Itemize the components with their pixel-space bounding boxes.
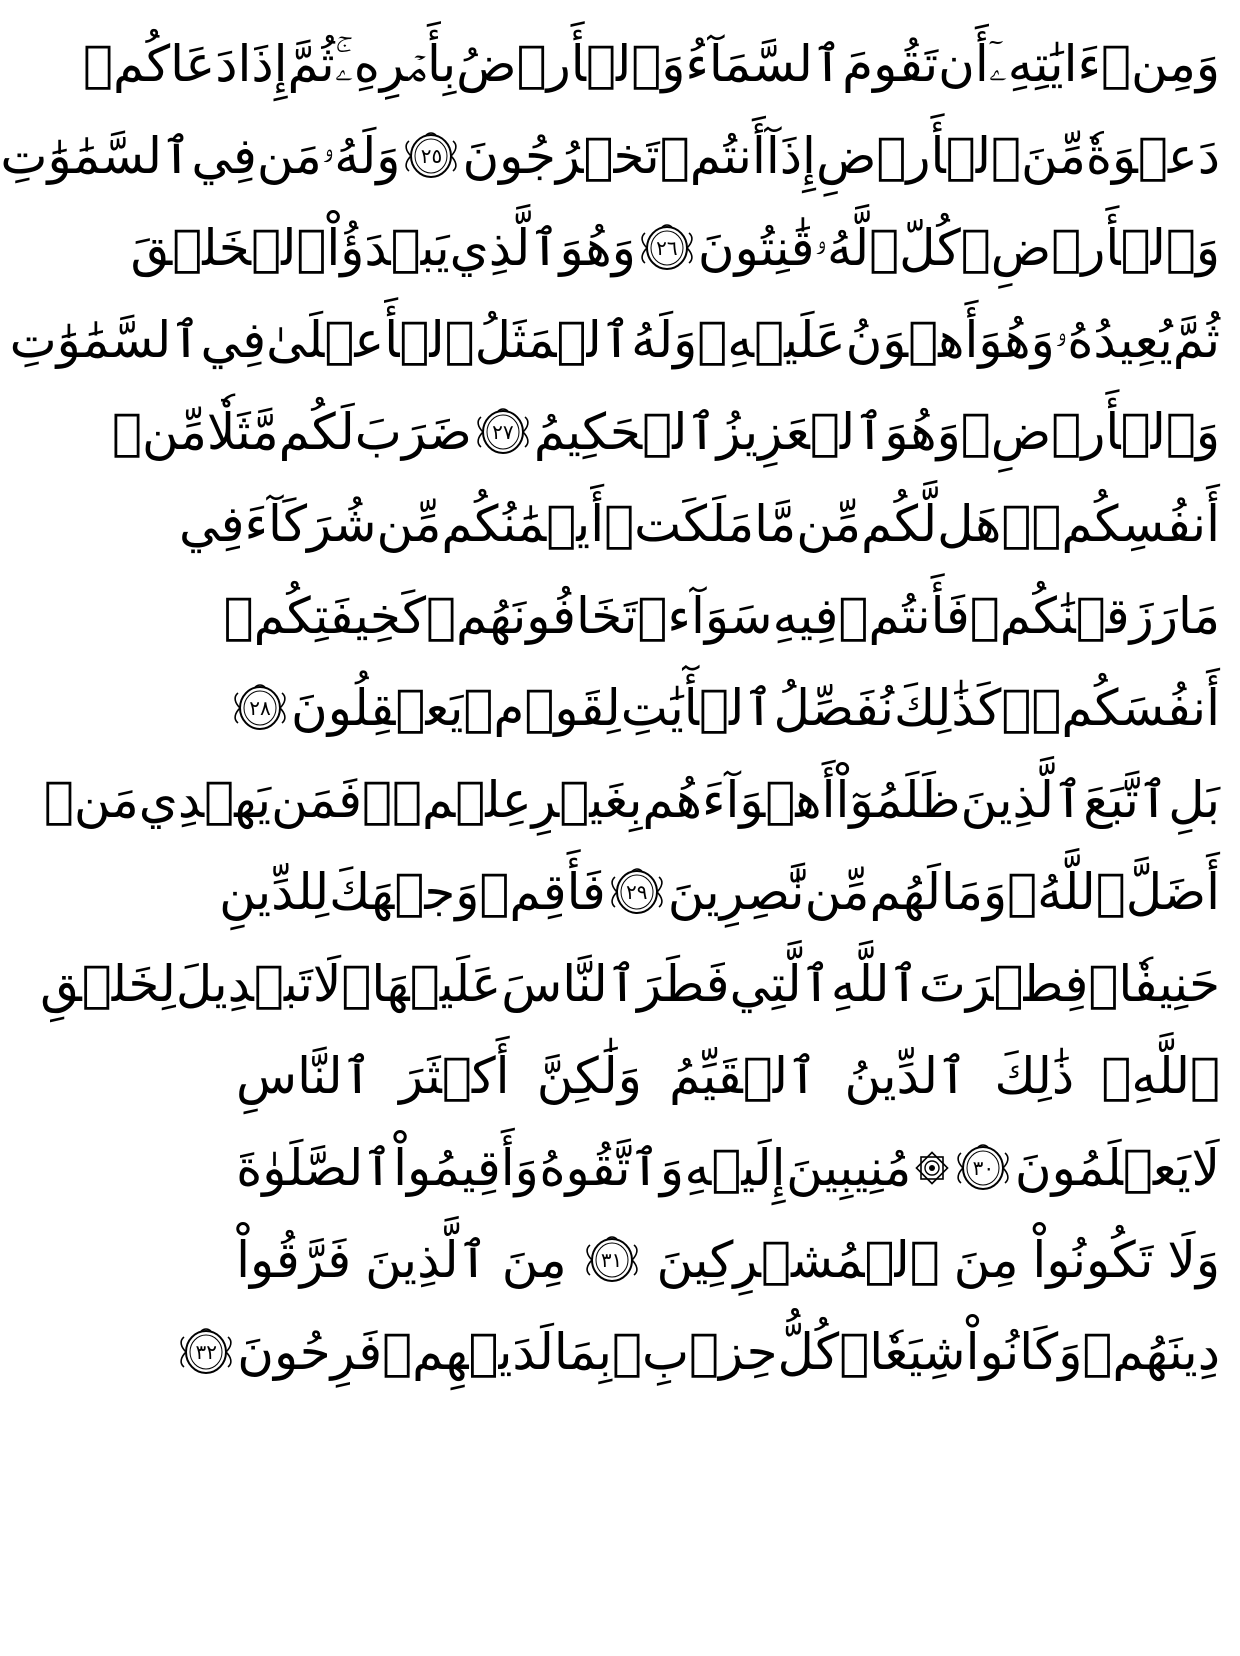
verse-word: لَكُم xyxy=(278,403,355,461)
verse-word: تَخۡرُجُونَ xyxy=(462,127,660,185)
verse-word: فِي xyxy=(200,311,267,369)
verse-line xyxy=(195,1306,1220,1398)
verse-word: فَأَقِمۡ xyxy=(479,863,606,921)
verse-word: تَقُومَ xyxy=(842,35,939,93)
verse-word: ٱلۡحَكِيمُ xyxy=(533,403,717,461)
verse-word: ٱللَّهُۖ xyxy=(1007,863,1126,921)
verse-word: عَلَيۡهَاۚ xyxy=(341,955,502,1013)
ayah-end-marker-icon xyxy=(581,1235,643,1285)
verse-word: كُلُّ xyxy=(777,1323,840,1381)
verse-word: ٱلسَّمَآءُ xyxy=(685,35,843,93)
verse-word: ٱلنَّاسِ xyxy=(236,1047,372,1105)
verse-word: وَهُوَ xyxy=(559,219,636,277)
verse-word: يَعۡقِلُونَ xyxy=(290,679,464,737)
ayah-end-marker-icon xyxy=(636,223,698,273)
verse-line xyxy=(40,938,1220,1030)
verse-word: بَلِ xyxy=(1168,771,1220,829)
verse-line xyxy=(83,18,1220,110)
verse-word: شُرَكَآءَ xyxy=(244,495,377,553)
verse-word: فَرَّقُواْ xyxy=(236,1231,352,1289)
verse-word: شِيَعٗاۖ xyxy=(839,1323,966,1381)
verse-word: لَا xyxy=(312,955,342,1013)
verse-word: كُلّٞ xyxy=(869,219,961,277)
verse-word: مَّثَلٗا xyxy=(206,403,279,461)
verse-line xyxy=(43,754,1220,846)
verse-word: لِخَلۡقِ xyxy=(40,955,176,1013)
verse-word: وَجۡهَكَ xyxy=(329,863,480,921)
verse-word: ثُمَّ xyxy=(1172,311,1220,369)
verse-word: وَهُوَ xyxy=(978,311,1055,369)
verse-word: لِلدِّينِ xyxy=(219,863,330,921)
verse-word: أَهۡوَنُ xyxy=(845,311,979,369)
verse-word: أَنفُسَكُمۡۚ xyxy=(1001,679,1220,737)
verse-word: دِينَهُمۡ xyxy=(1082,1323,1220,1381)
verse-line xyxy=(223,570,1220,662)
verse-word: مِّن xyxy=(804,863,870,921)
verse-word: لَّهُۥ xyxy=(814,219,870,277)
verse-word: ٱلَّذِينَ xyxy=(960,771,1084,829)
verse-word: ٱلۡأَعۡلَىٰ xyxy=(266,311,475,369)
verse-word: وَٱلۡأَرۡضِۖ xyxy=(960,219,1220,277)
verse-word: هَل xyxy=(937,495,1002,553)
verse-word: وَمَا xyxy=(941,863,1008,921)
ayah-number: ٢٩ xyxy=(626,880,648,904)
verse-word: فَمَن xyxy=(271,771,362,829)
verse-word: مِّنۡ xyxy=(112,403,207,461)
verse-word: مِنَ xyxy=(501,1231,567,1289)
verse-word: ٱلسَّمَٰوَٰتِ xyxy=(0,127,192,185)
verse-word: ٱلۡأٓيَٰتِ xyxy=(620,679,774,737)
verse-word: أَن xyxy=(938,35,989,93)
verse-word: أَكۡثَرَ xyxy=(399,1047,510,1105)
verse-word: لِقَوۡمٖ xyxy=(463,679,621,737)
verse-word: وَلَهُۥ xyxy=(321,127,401,185)
verse-word: نَّٰصِرِينَ xyxy=(667,863,805,921)
verse-word: فَأَنتُمۡ xyxy=(838,587,970,645)
verse-word: مَا xyxy=(1177,587,1220,645)
verse-word: ٱلَّذِينَ xyxy=(365,1231,488,1289)
verse-word: إِذَا xyxy=(237,35,288,93)
verse-word: لَدَيۡهِمۡ xyxy=(382,1323,554,1381)
verse-word: تَكُونُواْ xyxy=(1032,1231,1154,1289)
verse-word: ءَايَٰتِهِۦٓ xyxy=(988,35,1101,93)
verse-word: فِيهِ xyxy=(772,587,839,645)
ayah-number: ٣٠ xyxy=(972,1156,995,1180)
ayah-number: ٣٢ xyxy=(195,1340,217,1364)
verse-line xyxy=(178,478,1220,570)
verse-word: ٱلۡقَيِّمُ xyxy=(669,1047,818,1105)
verse-word: وَٱتَّقُوهُ xyxy=(539,1139,684,1197)
verse-line xyxy=(236,1030,1220,1122)
verse-line xyxy=(236,662,1220,754)
verse-word: ٱللَّهِۚ xyxy=(1101,1047,1220,1105)
verse-word: أَنفُسِكُمۡۖ xyxy=(1001,495,1220,553)
verse-word: وَلَا xyxy=(1167,1231,1220,1289)
verse-word: وَٱلۡأَرۡضُ xyxy=(456,35,686,93)
verse-word: يَبۡدَؤُاْ xyxy=(326,219,450,277)
verse-word: لَا xyxy=(1191,1139,1220,1197)
ayah-end-marker-icon xyxy=(229,683,291,733)
verse-word: تَخَافُونَهُمۡ xyxy=(426,587,638,645)
ayah-number: ٢٧ xyxy=(492,420,514,444)
verse-word: يَهۡدِي xyxy=(138,771,272,829)
verse-line xyxy=(9,294,1220,386)
verse-word: فِي xyxy=(191,127,257,185)
verse-word: حِزۡبِۭ xyxy=(611,1323,778,1381)
verse-word: نُفَصِّلُ xyxy=(773,679,894,737)
verse-word: مِّن xyxy=(796,495,862,553)
verse-word: مَلَكَتۡ xyxy=(604,495,755,553)
ayah-end-marker-icon xyxy=(606,867,668,917)
verse-word: ٱللَّهِ xyxy=(830,955,919,1013)
verse-word: قَٰنِتُونَ xyxy=(697,219,815,277)
verse-word: ٱلدِّينُ xyxy=(844,1047,968,1105)
verse-word: وَأَقِيمُواْ xyxy=(393,1139,539,1197)
verse-word: وَهُوَ xyxy=(884,403,961,461)
verse-word: ٱلۡعَزِيزُ xyxy=(716,403,885,461)
ayah-number: ٢٦ xyxy=(656,236,678,260)
verse-line xyxy=(112,386,1220,478)
verse-word: رَزَقۡنَٰكُمۡ xyxy=(969,587,1178,645)
verse-word: يُعِيدُهُۥ xyxy=(1054,311,1173,369)
verse-word: أَضَلَّ xyxy=(1125,863,1220,921)
verse-word: بِأَمۡرِهِۦۚ xyxy=(334,35,457,93)
verse-word: كَذَٰلِكَ xyxy=(893,679,1002,737)
verse-word: مَّا xyxy=(754,495,797,553)
ayah-number: ٢٨ xyxy=(249,696,271,720)
verse-word: فِي xyxy=(178,495,245,553)
verse-word: ٱلَّذِي xyxy=(449,219,560,277)
verse-word: ٱلنَّاسَ xyxy=(501,955,638,1013)
verse-word: أَهۡوَآءَهُم xyxy=(642,771,836,829)
ayah-end-marker-icon xyxy=(472,407,534,457)
verse-word: وَٱلۡأَرۡضِۚ xyxy=(960,403,1220,461)
verse-word: مُنِيبِينَ xyxy=(786,1139,912,1197)
verse-word: سَوَآءٞ xyxy=(637,587,773,645)
verse-word: فِطۡرَتَ xyxy=(918,955,1089,1013)
verse-word: لَّكُم xyxy=(861,495,938,553)
verse-word: ذَٰلِكَ xyxy=(994,1047,1075,1105)
verse-word: إِلَيۡهِ xyxy=(684,1139,786,1197)
verse-word: ٱلَّتِي xyxy=(729,955,831,1013)
verse-word: وَلَهُ xyxy=(631,311,698,369)
rub-el-hizb-icon xyxy=(912,1148,952,1188)
verse-line xyxy=(236,1214,1220,1306)
verse-word: أَنتُمۡ xyxy=(659,127,766,185)
verse-word: تَبۡدِيلَ xyxy=(175,955,313,1013)
verse-word: ٱلۡمُشۡرِكِينَ xyxy=(656,1231,940,1289)
ayah-number: ٣١ xyxy=(600,1248,623,1272)
verse-word: بِغَيۡرِ xyxy=(531,771,643,829)
verse-word: ظَلَمُوٓاْ xyxy=(835,771,961,829)
verse-line xyxy=(0,110,1220,202)
ayah-end-marker-icon xyxy=(175,1327,237,1377)
verse-word: فَرِحُونَ xyxy=(237,1323,383,1381)
ayah-number: ٢٥ xyxy=(420,144,443,168)
ayah-end-marker-icon xyxy=(400,131,462,181)
verse-word: لَهُم xyxy=(869,863,941,921)
verse-word: ٱلۡخَلۡقَ xyxy=(130,219,327,277)
verse-word: ثُمَّ xyxy=(287,35,335,93)
verse-word: ضَرَبَ xyxy=(354,403,472,461)
verse-word: مِّنَ xyxy=(1021,127,1086,185)
verse-word: مَنۡ xyxy=(43,771,139,829)
verse-word: ٱلۡمَثَلُ xyxy=(474,311,632,369)
verse-word: ٱلۡأَرۡضِ xyxy=(815,127,1022,185)
verse-word: مَن xyxy=(256,127,322,185)
verse-word: عِلۡمٖۖ xyxy=(361,771,532,829)
verse-word: مِّن xyxy=(376,495,442,553)
verse-line xyxy=(219,846,1220,938)
verse-word: ٱتَّبَعَ xyxy=(1083,771,1169,829)
verse-word: دَعَاكُمۡ xyxy=(83,35,238,93)
verse-word: عَلَيۡهِۚ xyxy=(697,311,846,369)
verse-line xyxy=(130,202,1220,294)
verse-word: يَعۡلَمُونَ xyxy=(1014,1139,1191,1197)
verse-word: وَكَانُواْ xyxy=(965,1323,1083,1381)
verse-line xyxy=(236,1122,1220,1214)
verse-word: ٱلصَّلَوٰةَ xyxy=(236,1139,393,1197)
verse-word: فَطَرَ xyxy=(637,955,730,1013)
verse-word: مِنَ xyxy=(953,1231,1019,1289)
verse-word: أَيۡمَٰنُكُم xyxy=(441,495,605,553)
verse-word: ٱلسَّمَٰوَٰتِ xyxy=(9,311,201,369)
verse-word: بِمَا xyxy=(553,1323,612,1381)
verse-word: دَعۡوَةٗ xyxy=(1085,127,1220,185)
verse-word: وَمِنۡ xyxy=(1101,35,1220,93)
verse-word: إِذَآ xyxy=(765,127,816,185)
verse-word: وَلَٰكِنَّ xyxy=(536,1047,642,1105)
ayah-end-marker-icon xyxy=(952,1143,1014,1193)
verse-word: حَنِيفٗاۚ xyxy=(1088,955,1220,1013)
verse-word: كَخِيفَتِكُمۡ xyxy=(223,587,427,645)
